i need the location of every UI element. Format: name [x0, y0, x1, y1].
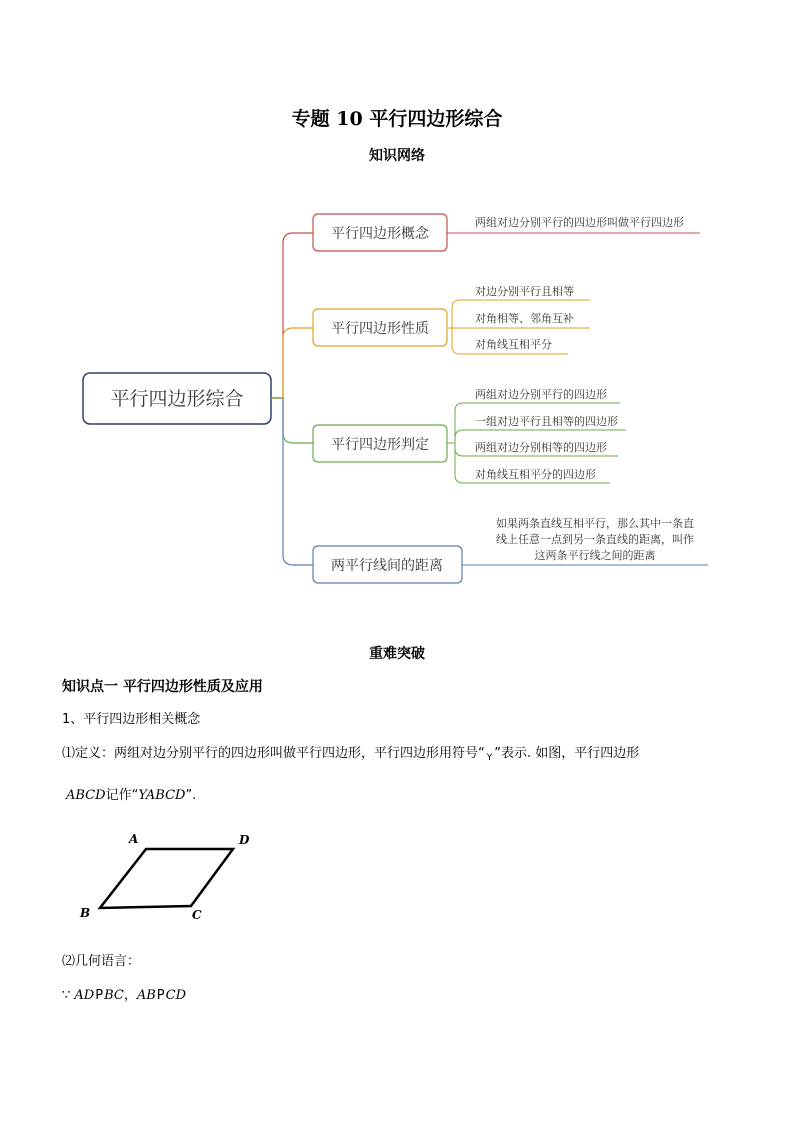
definition-text: ⑴定义：两组对边分别平行的四边形叫做平行四边形，平行四边形用符号“ [62, 746, 485, 761]
notation-text: 记作“ [105, 788, 139, 803]
mindmap-leaf: 线上任意一点到另一条直线的距离，叫作 [496, 533, 694, 546]
vertex-a: A [129, 832, 139, 846]
section-title: 重难突破 [369, 646, 425, 662]
parallelogram-symbol: Y [486, 753, 493, 763]
parallel-symbol: P [156, 988, 165, 1003]
mindmap-leaf: 两组对边分别平行的四边形 [475, 388, 607, 401]
item-heading: 1、平行四边形相关概念 [62, 712, 201, 727]
mindmap-leaf: 对角线互相平分 [475, 338, 552, 351]
abcd-label: ABCD [66, 788, 106, 803]
notation-end: ”. [185, 788, 197, 803]
abcd-symbol-notation: YABCD [138, 788, 186, 803]
mindmap-leaf: 对边分别平行且相等 [475, 285, 574, 298]
mindmap-branch-concept-label: 平行四边形概念 [331, 226, 429, 242]
mindmap-leaf: 对角相等、邻角互补 [475, 312, 574, 325]
vertex-d: D [239, 833, 250, 847]
segment-ad: AD [74, 988, 95, 1003]
vertex-b: B [80, 906, 91, 920]
mindmap-leaf: 这两条平行线之间的距离 [534, 549, 656, 562]
because-symbol: ∵ [62, 988, 71, 1003]
mindmap-leaf: 一组对边平行且相等的四边形 [475, 415, 618, 428]
page-title: 专题 10 平行四边形综合 [291, 108, 503, 130]
segment-ab: AB [136, 988, 156, 1003]
vertex-c: C [192, 908, 202, 922]
segment-bc: BC [104, 988, 124, 1003]
geometry-language-line [62, 984, 186, 1003]
mindmap-branch-distance-label: 两平行线间的距离 [331, 558, 443, 574]
parallel-symbol: P [95, 988, 104, 1003]
comma: ， [123, 988, 137, 1003]
mindmap-leaf: 如果两条直线互相平行，那么其中一条直 [496, 517, 694, 530]
mindmap-leaf: 对角线互相平分的四边形 [475, 468, 596, 481]
segment-cd: CD [165, 988, 187, 1003]
definition-text-end: ”表示. 如图，平行四边形 [494, 746, 640, 761]
mindmap-leaf: 两组对边分别平行的四边形叫做平行四边形 [475, 216, 684, 229]
mindmap-leaf: 两组对边分别相等的四边形 [475, 441, 607, 454]
section-subtitle: 知识网络 [369, 148, 425, 164]
mindmap-branch-criteria-label: 平行四边形判定 [331, 437, 429, 453]
mindmap-root-label: 平行四边形综合 [110, 388, 244, 410]
item-heading-2: ⑵几何语言： [62, 954, 141, 969]
mindmap-branch-property-label: 平行四边形性质 [331, 321, 429, 337]
knowledge-point-heading: 知识点一 平行四边形性质及应用 [62, 679, 263, 695]
